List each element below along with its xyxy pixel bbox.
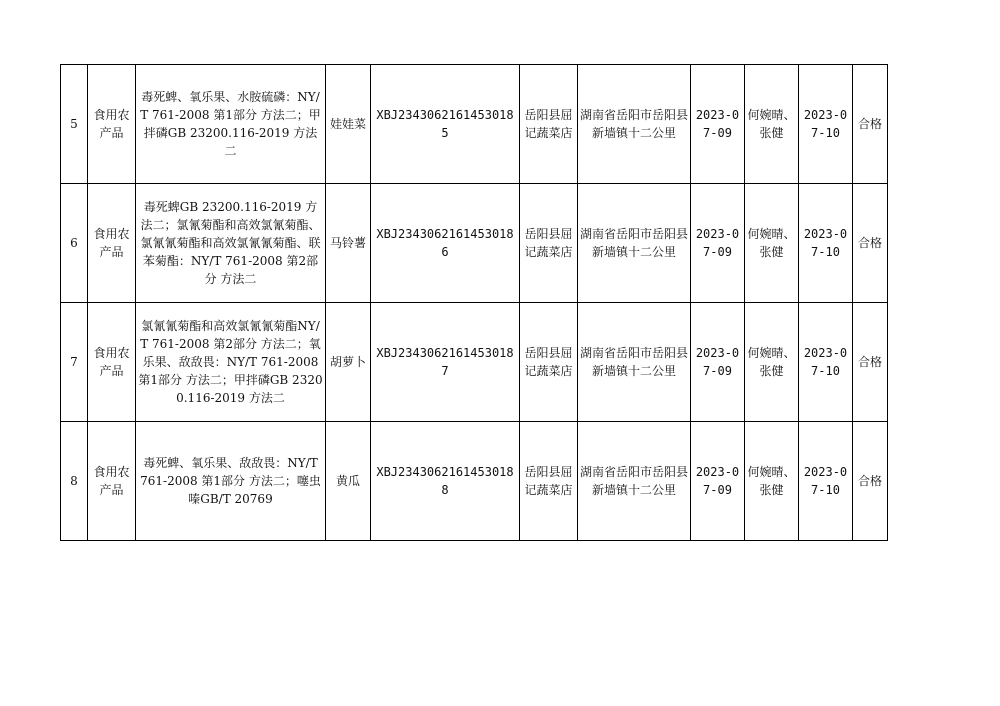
row-sample-number: XBJ23430621614530185 <box>371 65 520 184</box>
row-result: 合格 <box>853 184 888 303</box>
row-address: 湖南省岳阳市岳阳县新墙镇十二公里 <box>578 65 691 184</box>
table-row <box>61 184 888 303</box>
row-test-basis: 毒死蜱GB 23200.116-2019 方法二；氯氰菊酯和高效氯氰菊酯、氯氰氰菊酯和高效氯氰氰菊酯、联苯菊酯：NY/T 761-2008 第2部分 方法二 <box>136 184 326 303</box>
row-store: 岳阳县屈记蔬菜店 <box>520 303 578 422</box>
row-sampler: 何婉晴、张健 <box>745 303 799 422</box>
table-row <box>61 65 888 184</box>
row-sample-date: 2023-07-09 <box>691 422 745 541</box>
row-sampler: 何婉晴、张健 <box>745 184 799 303</box>
row-test-basis: 毒死蜱、氧乐果、敌敌畏：NY/T 761-2008 第1部分 方法二；噻虫嗪GB/T 20769 <box>136 422 326 541</box>
row-result: 合格 <box>853 303 888 422</box>
row-sampler: 何婉晴、张健 <box>745 65 799 184</box>
table-row <box>61 422 888 541</box>
table-body <box>61 65 888 541</box>
row-category: 食用农产品 <box>88 303 136 422</box>
row-sample-date: 2023-07-09 <box>691 65 745 184</box>
row-report-date: 2023-07-10 <box>799 422 853 541</box>
inspection-results-table <box>60 64 888 541</box>
row-seq: 5 <box>61 65 88 184</box>
row-seq: 6 <box>61 184 88 303</box>
row-report-date: 2023-07-10 <box>799 184 853 303</box>
row-seq: 8 <box>61 422 88 541</box>
row-test-basis: 毒死蜱、氧乐果、水胺硫磷：NY/T 761-2008 第1部分 方法二；甲拌磷GB 23200.116-2019 方法二 <box>136 65 326 184</box>
row-category: 食用农产品 <box>88 65 136 184</box>
row-product: 黄瓜 <box>326 422 371 541</box>
row-report-date: 2023-07-10 <box>799 65 853 184</box>
row-seq: 7 <box>61 303 88 422</box>
row-result: 合格 <box>853 65 888 184</box>
row-category: 食用农产品 <box>88 422 136 541</box>
row-test-basis: 氯氰氰菊酯和高效氯氰氰菊酯NY/T 761-2008 第2部分 方法二；氧乐果、敌敌畏：NY/T 761-2008 第1部分 方法二；甲拌磷GB 23200.116-2019 方法二 <box>136 303 326 422</box>
row-sample-date: 2023-07-09 <box>691 303 745 422</box>
row-address: 湖南省岳阳市岳阳县新墙镇十二公里 <box>578 303 691 422</box>
row-sample-number: XBJ23430621614530188 <box>371 422 520 541</box>
row-sample-number: XBJ23430621614530187 <box>371 303 520 422</box>
row-sampler: 何婉晴、张健 <box>745 422 799 541</box>
table-row <box>61 303 888 422</box>
row-sample-number: XBJ23430621614530186 <box>371 184 520 303</box>
row-address: 湖南省岳阳市岳阳县新墙镇十二公里 <box>578 422 691 541</box>
row-store: 岳阳县屈记蔬菜店 <box>520 422 578 541</box>
row-product: 马铃薯 <box>326 184 371 303</box>
row-store: 岳阳县屈记蔬菜店 <box>520 184 578 303</box>
row-product: 娃娃菜 <box>326 65 371 184</box>
row-report-date: 2023-07-10 <box>799 303 853 422</box>
row-product: 胡萝卜 <box>326 303 371 422</box>
row-store: 岳阳县屈记蔬菜店 <box>520 65 578 184</box>
row-sample-date: 2023-07-09 <box>691 184 745 303</box>
row-category: 食用农产品 <box>88 184 136 303</box>
row-address: 湖南省岳阳市岳阳县新墙镇十二公里 <box>578 184 691 303</box>
row-result: 合格 <box>853 422 888 541</box>
